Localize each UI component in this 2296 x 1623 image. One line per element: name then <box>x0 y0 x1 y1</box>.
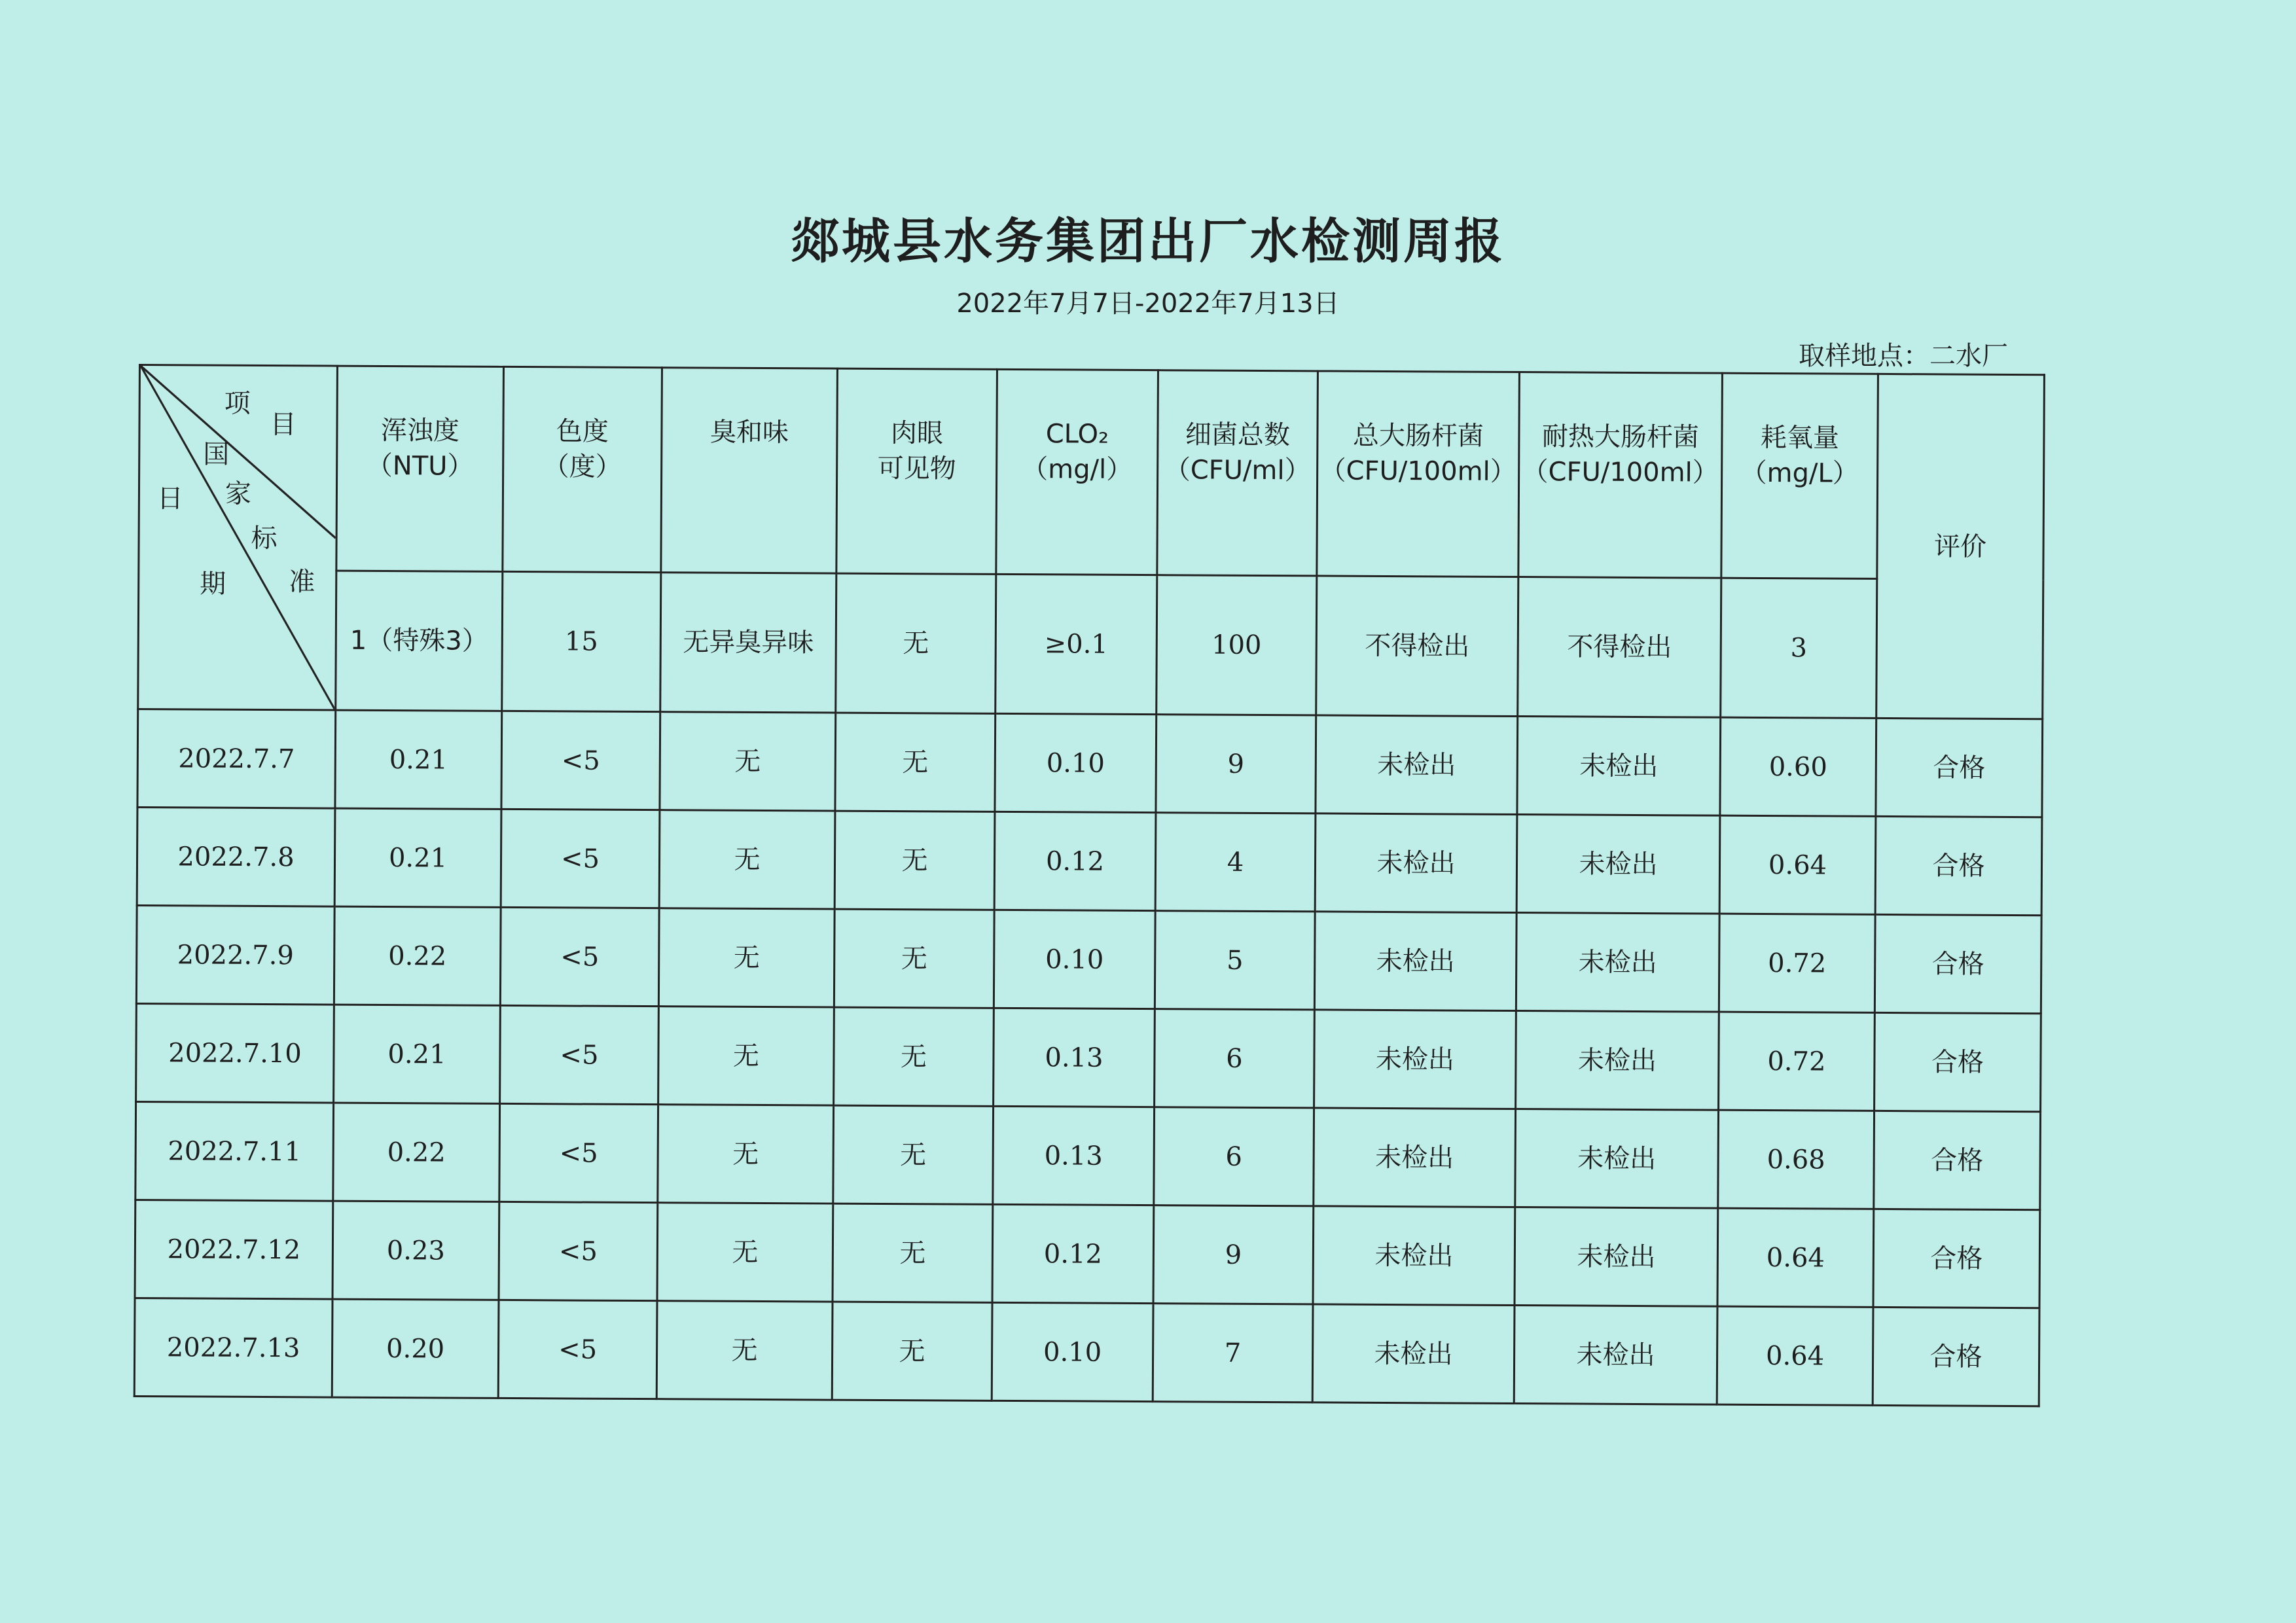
table-cell: 0.23 <box>332 1201 499 1300</box>
table-cell: 未检出 <box>1316 715 1518 815</box>
header-bacteria-total: 细菌总数 （CFU/ml） <box>1157 370 1318 576</box>
row-date: 2022.7.12 <box>135 1200 333 1299</box>
table-cell: 4 <box>1155 813 1316 912</box>
header-total-coliform: 总大肠杆菌 （CFU/100ml） <box>1317 371 1520 577</box>
table-cell: 0.22 <box>334 906 501 1005</box>
table-cell: 未检出 <box>1313 1206 1515 1306</box>
table-cell: 无 <box>658 908 834 1007</box>
table-cell: 9 <box>1153 1205 1314 1304</box>
table-cell: 未检出 <box>1514 1306 1717 1405</box>
report-title: 郯城县水务集团出厂水检测周报 <box>791 213 1505 270</box>
corner-label-mu: 目 <box>270 410 296 440</box>
table-cell: 未检出 <box>1517 717 1721 816</box>
row-evaluation: 合格 <box>1875 816 2042 915</box>
table-cell: 无 <box>833 1105 994 1204</box>
row-evaluation: 合格 <box>1874 1111 2041 1209</box>
row-date: 2022.7.10 <box>136 1003 334 1103</box>
header-odor: 臭和味 <box>661 368 838 573</box>
table-cell: 未检出 <box>1516 1011 1719 1111</box>
table-cell: 无 <box>656 1301 833 1400</box>
table-cell: <5 <box>501 809 660 908</box>
corner-label-zhun: 准 <box>289 567 315 597</box>
corner-label-guo: 国 <box>203 439 230 470</box>
header-turbidity: 浑浊度 （NTU） <box>336 366 504 571</box>
header-visible-matter: 肉眼 可见物 <box>836 368 997 574</box>
table-cell: <5 <box>499 1202 658 1300</box>
corner-label-ri: 日 <box>156 484 184 514</box>
corner-label-xiang: 项 <box>224 388 251 419</box>
table-cell: 无 <box>834 811 995 910</box>
table-cell: 0.12 <box>994 812 1156 910</box>
table-cell: 6 <box>1154 1107 1314 1206</box>
table-cell: 0.13 <box>993 1106 1155 1205</box>
table-cell: 0.13 <box>994 1008 1155 1107</box>
corner-label-biao: 标 <box>251 523 278 554</box>
row-date: 2022.7.7 <box>137 709 336 809</box>
standard-clo2: ≥0.1 <box>996 574 1157 714</box>
header-color: 色度 （度） <box>503 366 662 572</box>
report-period: 2022年7月7日-2022年7月13日 <box>956 289 1340 319</box>
table-cell: 无 <box>659 810 835 909</box>
table-cell: 未检出 <box>1516 815 1720 914</box>
standard-turbidity: 1（特殊3） <box>336 571 503 711</box>
row-date: 2022.7.11 <box>135 1101 334 1201</box>
table-cell: 无 <box>657 1203 833 1302</box>
table-cell: 未检出 <box>1516 913 1719 1012</box>
corner-label-qi: 期 <box>200 569 226 599</box>
table-cell: 0.10 <box>994 910 1155 1008</box>
table-cell: 0.12 <box>992 1204 1154 1303</box>
table-cell: 无 <box>834 1007 994 1106</box>
table-cell: 未检出 <box>1315 813 1517 913</box>
table-cell: 无 <box>658 1105 834 1204</box>
table-row <box>135 1200 2040 1308</box>
table-cell: 无 <box>835 713 996 812</box>
table-cell: 无 <box>834 909 994 1008</box>
table-cell: 9 <box>1156 715 1316 813</box>
header-row-names <box>139 365 2045 580</box>
table-cell: 6 <box>1155 1009 1315 1108</box>
table-cell: 0.20 <box>332 1299 499 1398</box>
table-cell: 0.64 <box>1717 1208 1874 1307</box>
table-cell: <5 <box>500 1005 659 1104</box>
table-cell: 无 <box>833 1204 993 1302</box>
table-cell: 无 <box>658 1007 834 1105</box>
row-evaluation: 合格 <box>1876 718 2043 817</box>
header-oxygen-consumption: 耗氧量 （mg/L） <box>1721 373 1878 579</box>
row-date: 2022.7.13 <box>134 1298 332 1397</box>
header-row-standards <box>138 570 2043 719</box>
table-cell: 无 <box>660 712 836 811</box>
table-cell: <5 <box>500 907 659 1006</box>
standard-thermotolerant-coliform: 不得检出 <box>1518 577 1721 718</box>
row-date: 2022.7.8 <box>137 807 335 906</box>
table-cell: 0.21 <box>334 1005 501 1103</box>
table-cell: 0.64 <box>1719 815 1876 914</box>
table-cell: <5 <box>499 1103 658 1202</box>
table-cell: 0.60 <box>1720 717 1876 816</box>
row-date: 2022.7.9 <box>136 905 334 1005</box>
table-row <box>134 1298 2039 1406</box>
row-evaluation: 合格 <box>1874 1012 2041 1111</box>
table-cell: 0.21 <box>335 710 502 809</box>
table-row <box>137 807 2042 915</box>
row-evaluation: 合格 <box>1873 1209 2040 1308</box>
standard-total-coliform: 不得检出 <box>1316 576 1518 717</box>
table-cell: 未检出 <box>1515 1109 1719 1209</box>
corner-diagonal-cell <box>138 365 338 711</box>
table-cell: 0.72 <box>1719 1012 1875 1111</box>
header-thermotolerant-coliform: 耐热大肠杆菌 （CFU/100ml） <box>1518 372 1723 579</box>
table-row <box>137 709 2043 817</box>
table-cell: 无 <box>832 1302 992 1400</box>
table-cell: 0.64 <box>1717 1306 1873 1405</box>
table-cell: 未检出 <box>1314 912 1516 1011</box>
table-row <box>136 1003 2041 1111</box>
header-evaluation: 评价 <box>1876 374 2045 719</box>
row-evaluation: 合格 <box>1874 914 2041 1013</box>
row-evaluation: 合格 <box>1873 1307 2039 1406</box>
table-cell: 0.22 <box>333 1103 500 1202</box>
table-cell: 未检出 <box>1515 1207 1718 1307</box>
standard-oxygen-consumption: 3 <box>1721 578 1877 718</box>
sampling-location: 取样地点：二水厂 <box>1799 341 2008 371</box>
table-cell: 0.72 <box>1719 914 1875 1012</box>
table-row <box>136 905 2041 1013</box>
standard-color: 15 <box>502 571 661 711</box>
table-row <box>135 1101 2041 1209</box>
standard-visible-matter: 无 <box>836 573 996 713</box>
table-cell: 0.10 <box>992 1302 1153 1401</box>
standard-odor: 无异臭异味 <box>660 573 836 713</box>
header-clo2: CLO₂ （mg/l） <box>996 369 1158 575</box>
table-cell: 0.68 <box>1718 1110 1874 1209</box>
water-quality-table <box>134 364 2045 1407</box>
table-cell: 未检出 <box>1312 1304 1515 1404</box>
table-cell: 5 <box>1155 911 1315 1010</box>
table-cell: 未检出 <box>1314 1108 1516 1207</box>
table-cell: 0.21 <box>334 808 501 907</box>
table-cell: 未检出 <box>1314 1010 1516 1109</box>
table-cell: 0.10 <box>995 713 1157 812</box>
standard-bacteria-total: 100 <box>1157 575 1317 715</box>
table-cell: 7 <box>1153 1304 1313 1402</box>
table-cell: <5 <box>498 1300 657 1399</box>
corner-label-jia: 家 <box>224 478 252 509</box>
table-cell: <5 <box>501 711 660 810</box>
